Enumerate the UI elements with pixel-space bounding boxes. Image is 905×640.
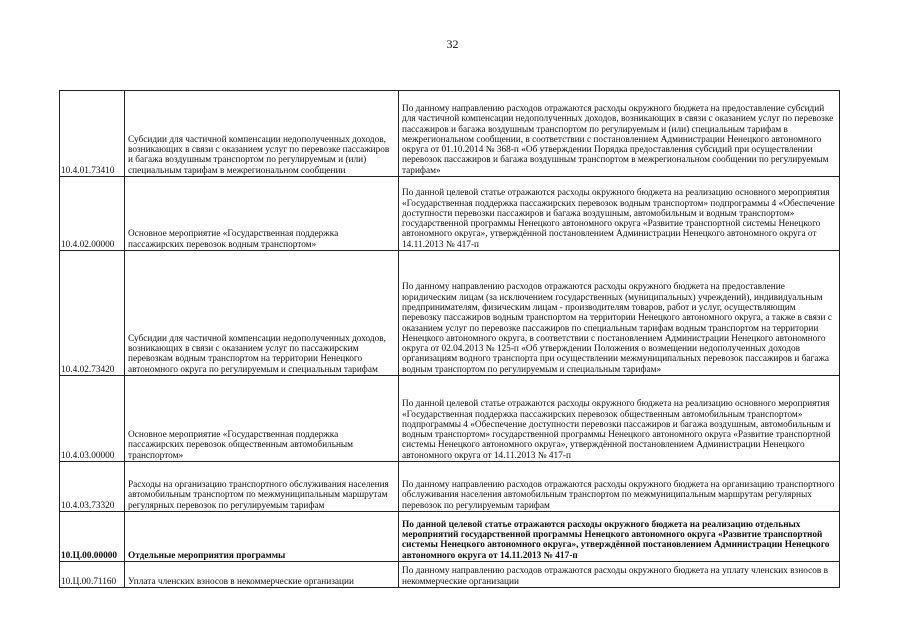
target-article-name: Субсидии для частичной компенсации недополученных доходов, возникающих в связи с оказанием услуг по пассажирским перевозкам водным транспортом на территории Ненецкого автономного округа по регулируемым и специальным тарифам — [125, 251, 399, 376]
table-row — [60, 562, 840, 588]
target-article-description: По данному направлению расходов отражаются расходы окружного бюджета на предоставление субсидий для частичной компенсации недополученных доходов, возникающих в связи с оказанием услуг по перевозке пассажиров и багажа воздушным транспортом по регулируемым и (или) специальным тарифам в межрегиональном сообщении, в соответствии с постановлением Администрации Ненецкого автономного округа от 01.10.2014 № 368-п «Об утверждении Порядка предоставления субсидий при осуществлении перевозок пассажиров и багажа воздушным транспортом в межрегиональном сообщении по регулируемым тарифам» — [399, 91, 840, 177]
table-row — [60, 177, 840, 251]
target-article-name: Уплата членских взносов в некоммерческие организации — [125, 562, 399, 588]
target-article-code: 10.Ц.00.00000 — [60, 512, 125, 562]
target-article-code: 10.4.02.73420 — [60, 251, 125, 376]
budget-classification-table — [59, 90, 840, 588]
target-article-description: По данному направлению расходов отражаются расходы окружного бюджета на организацию транспортного обслуживания населения автомобильным транспортом по межмуниципальным маршрутам регулярных перевозок по регулируемым тарифам — [399, 462, 840, 512]
target-article-description: По данной целевой статье отражаются расходы окружного бюджета на реализацию отдельных мероприятий государственной программы Ненецкого автономного округа «Развитие транспортной системы Ненецкого автономного округа», утверждённой постановлением Администрации Ненецкого автономного округа от 14.11.2013 № 417-п — [399, 512, 840, 562]
target-article-name: Отдельные мероприятия программы — [125, 512, 399, 562]
target-article-name: Основное мероприятие «Государственная поддержка пассажирских перевозок водным транспортом» — [125, 177, 399, 251]
table-row — [60, 376, 840, 462]
target-article-description: По данной целевой статье отражаются расходы окружного бюджета на реализацию основного мероприятия «Государственная поддержка пассажирских перевозок водным транспортом» подпрограммы 4 «Обеспечение доступности перевозки пассажиров и багажа воздушным, автомобильным и водным транспортом» государственной программы Ненецкого автономного округа «Развитие транспортной системы Ненецкого автономного округа», утверждённой постановлением Администрации Ненецкого автономного округа от 14.11.2013 № 417-п — [399, 177, 840, 251]
table-row — [60, 512, 840, 562]
target-article-code: 10.4.02.00000 — [60, 177, 125, 251]
target-article-code: 10.4.03.00000 — [60, 376, 125, 462]
target-article-name: Расходы на организацию транспортного обслуживания населения автомобильным транспортом по межмуниципальным маршрутам регулярных перевозок по регулируемым тарифам — [125, 462, 399, 512]
target-article-name: Субсидии для частичной компенсации недополученных доходов, возникающих в связи с оказанием услуг по перевозке пассажиров и багажа воздушным транспортом по регулируемым и (или) специальным тарифам в межрегиональном сообщении — [125, 91, 399, 177]
page-number: 32 — [446, 37, 459, 51]
target-article-code: 10.Ц.00.71160 — [60, 562, 125, 588]
target-article-description: По данному направлению расходов отражаются расходы окружного бюджета на уплату членских взносов в некоммерческие организации — [399, 562, 840, 588]
target-article-name: Основное мероприятие «Государственная поддержка пассажирских перевозок общественным автомобильным транспортом» — [125, 376, 399, 462]
target-article-code: 10.4.03.73320 — [60, 462, 125, 512]
table-row — [60, 91, 840, 177]
target-article-description: По данной целевой статье отражаются расходы окружного бюджета на реализацию основного мероприятия «Государственная поддержка пассажирских перевозок общественным автомобильным транспортом» подпрограммы 4 «Обеспечение доступности перевозки пассажиров и багажа воздушным, автомобильным и водным транспортом» государственной программы Ненецкого автономного округа «Развитие транспортной системы Ненецкого автономного округа», утверждённой постановлением Администрации Ненецкого автономного округа от 14.11.2013 № 417-п — [399, 376, 840, 462]
table-row — [60, 462, 840, 512]
target-article-description: По данному направлению расходов отражаются расходы окружного бюджета на предоставление юридическим лицам (за исключением государственных (муниципальных) учреждений), индивидуальным предпринимателям, физическим лицам - производителям товаров, работ и услуг, осуществляющим перевозку пассажиров водным транспортом на территории Ненецкого автономного округа, а также в связи с оказанием услуг по перевозке пассажиров по специальным тарифам водным транспортом на территории Ненецкого автономного округа, в соответствии с постановлением Администрации Ненецкого автономного округа от 02.04.2013 № 125-п «Об утверждении Положения о возмещении недополученных доходов организациям водного транспорта при осуществлении межмуниципальных перевозок пассажиров и багажа водным транспортом по регулируемым и специальным тарифам» — [399, 251, 840, 376]
table-row — [60, 251, 840, 376]
target-article-code: 10.4.01.73410 — [60, 91, 125, 177]
